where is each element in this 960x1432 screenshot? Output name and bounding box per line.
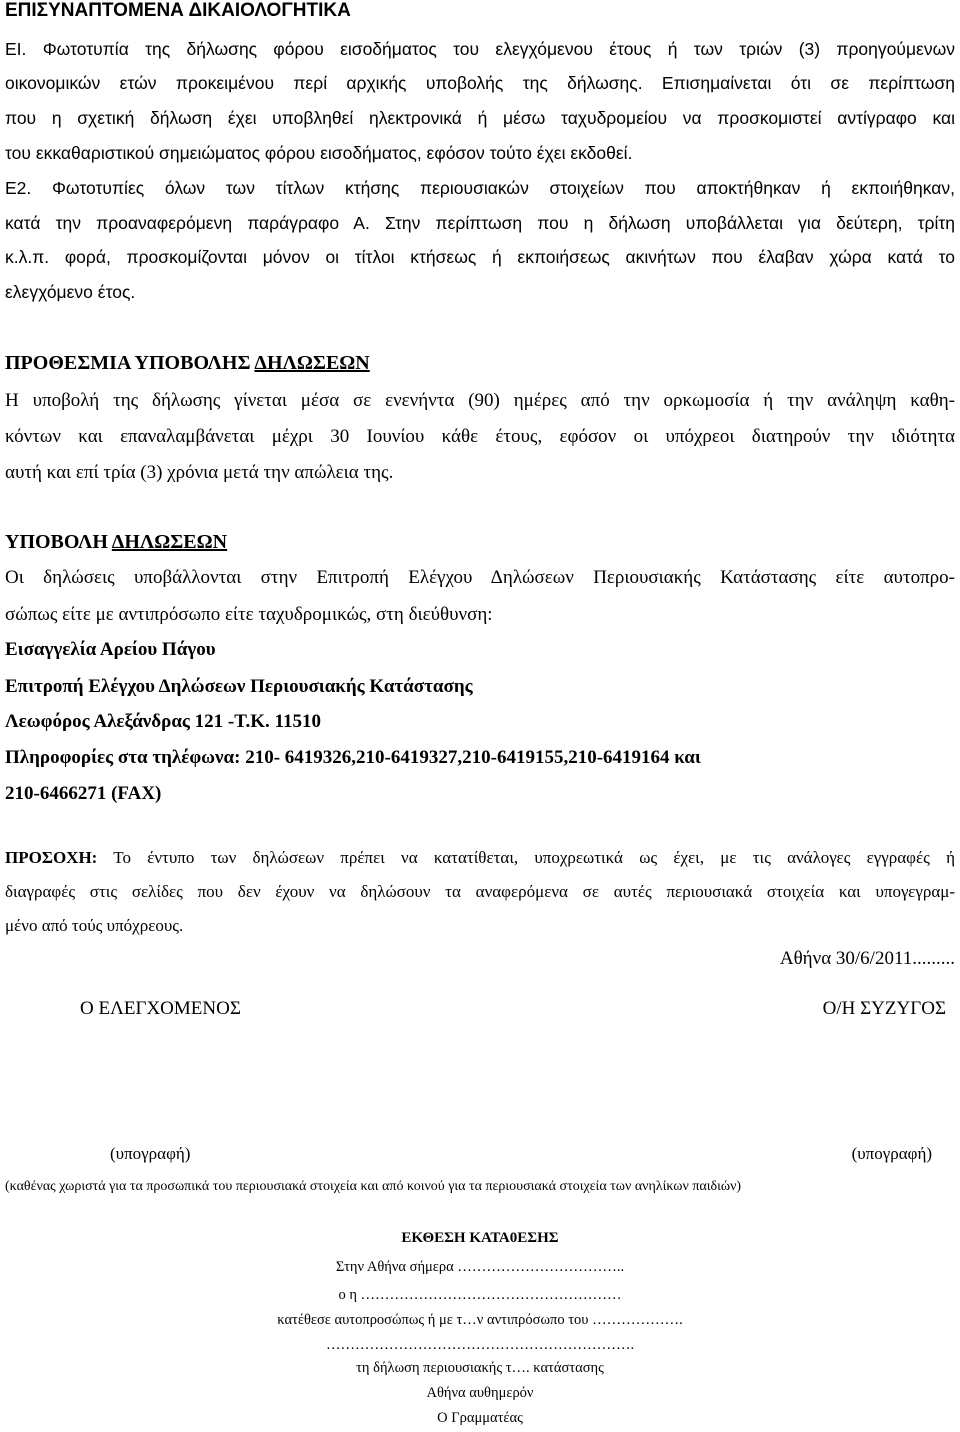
notice-label: ΠΡΟΣΟΧΗ:: [5, 848, 98, 867]
filing-report-line-6: Αθήνα αυθημερόν: [426, 1385, 534, 1401]
notice-line-2: διαγραφές στις σελίδες που δεν έχουν να δηλώσουν τα αναφερόμενα σε αυτές περιουσιακά στοιχεία και υπογεγραμ-: [5, 882, 955, 901]
address-fax: 210-6466271 (FAX): [5, 783, 162, 804]
submission-heading-text: ΥΠΟΒΟΛΗ: [5, 531, 112, 553]
notice-line-1: [5, 846, 955, 870]
filing-report-line-7: Ο Γραμματέας: [437, 1410, 523, 1426]
filing-report-line-3: κατέθεσε αυτοπροσώπως ή με τ…ν αντιπρόσωπο του ……………….: [277, 1312, 683, 1328]
attachments-line-1: ΕΙ. Φωτοτυπία της δήλωσης φόρου εισοδήματος του ελεγχόμενου έτους ή των τριών (3) προηγούμενων: [5, 39, 955, 59]
spouse-signature: (υπογραφή): [851, 1144, 932, 1163]
submission-line-2: σώπως είτε με αντιπρόσωπο είτε ταχυδρομικώς, στη διεύθυνση:: [5, 604, 493, 625]
submission-line-1: Οι δηλώσεις υποβάλλονται στην Επιτροπή Ελέγχου Δηλώσεων Περιουσιακής Κατάστασης είτε αυτοπρο-: [5, 567, 955, 588]
deadline-heading-text: ΠΡΟΘΕΣΜΙΑ ΥΠΟΒΟΛΗΣ: [5, 352, 255, 374]
signature-note: (καθένας χωριστά για τα προσωπικά του περιουσιακά στοιχεία και από κοινού για τα περιουσιακά στοιχεία των ανηλίκων παιδιών): [5, 1179, 742, 1194]
address-committee: Επιτροπή Ελέγχου Δηλώσεων Περιουσιακής Κατάστασης: [5, 676, 473, 697]
deadline-heading: [5, 351, 955, 375]
filing-report-line-2: ο η ………………………………………………: [338, 1287, 622, 1303]
submission-heading: [5, 530, 955, 554]
examinee-title: Ο ΕΛΕΓΧΟΜΕΝΟΣ: [80, 998, 241, 1019]
attachments-line-2: οικονομικών ετών προκειμένου περί αρχικής υποβολής της δήλωσης. Επισημαίνεται ότι σε περίπτωση: [5, 73, 955, 93]
filing-report-line-4: ……………………………………………………….: [325, 1337, 635, 1353]
attachments-line-5: Ε2. Φωτοτυπίες όλων των τίτλων κτήσης περιουσιακών στοιχείων που αποκτήθηκαν ή εκποιήθηκαν,: [5, 178, 955, 198]
filing-report-line-5: τη δήλωση περιουσιακής τ…. κατάστασης: [356, 1360, 604, 1376]
deadline-line-2: κόντων και επαναλαμβάνεται μέχρι 30 Ιουνίου κάθε έτους, εφόσον οι υπόχρεοι διατηρούν την ιδιότητα: [5, 426, 955, 447]
attachments-line-8: ελεγχόμενο έτος.: [5, 282, 136, 302]
signature-date: Αθήνα 30/6/2011.........: [779, 948, 955, 969]
address-court: Εισαγγελία Αρείου Πάγου: [5, 639, 216, 660]
attachments-line-4: του εκκαθαριστικού σημειώματος φόρου εισοδήματος, εφόσον τούτο έχει εκδοθεί.: [5, 143, 633, 163]
address-street: Λεωφόρος Αλεξάνδρας 121 -Τ.Κ. 11510: [5, 711, 322, 732]
attachments-heading: ΕΠΙΣΥΝΑΠΤΟΜΕΝΑ ΔΙΚΑΙΟΛΟΓΗΤΙΚΑ: [5, 0, 351, 21]
filing-report-title: ΕΚΘΕΣΗ ΚΑΤΑ0ΕΣΗΣ: [401, 1230, 559, 1246]
deadline-heading-underlined: ΔΗΛΩΣΕΩΝ: [254, 352, 370, 374]
address-phones: Πληροφορίες στα τηλέφωνα: 210- 6419326,210-6419327,210-6419155,210-6419164 και: [5, 747, 701, 768]
notice-text: Το έντυπο των δηλώσεων πρέπει να κατατίθεται, υποχρεωτικά ως έχει, με τις ανάλογες εγγραφές ή: [97, 848, 955, 867]
deadline-line-3: αυτή και επί τρία (3) χρόνια μετά την απώλεια της.: [5, 462, 394, 483]
deadline-line-1: Η υποβολή της δήλωσης γίνεται μέσα σε ενενήντα (90) ημέρες από την ορκωμοσία ή την ανάληψη καθη-: [5, 390, 955, 411]
attachments-line-7: κ.λ.π. φορά, προσκομίζονται μόνον οι τίτλοι κτήσεως ή εκποιήσεως ακινήτων που έλαβαν χώρα κατά το: [5, 247, 955, 267]
examinee-signature: (υπογραφή): [110, 1144, 191, 1163]
spouse-title: Ο/Η ΣΥΖΥΓΟΣ: [822, 998, 946, 1019]
notice-line-3: μένο από τούς υπόχρεους.: [5, 916, 184, 935]
filing-report-line-1: Στην Αθήνα σήμερα ……………………………..: [335, 1259, 625, 1275]
submission-heading-underlined: ΔΗΛΩΣΕΩΝ: [111, 531, 228, 553]
attachments-line-3: που η σχετική δήλωση έχει υποβληθεί ηλεκτρονικά ή μέσω ταχυδρομείου να προσκομιστεί αντίγραφο και: [5, 108, 955, 128]
attachments-line-6: κατά την προαναφερόμενη παράγραφο Α. Στην περίπτωση που η δήλωση υποβάλλεται για δεύτερη, τρίτη: [5, 213, 955, 233]
